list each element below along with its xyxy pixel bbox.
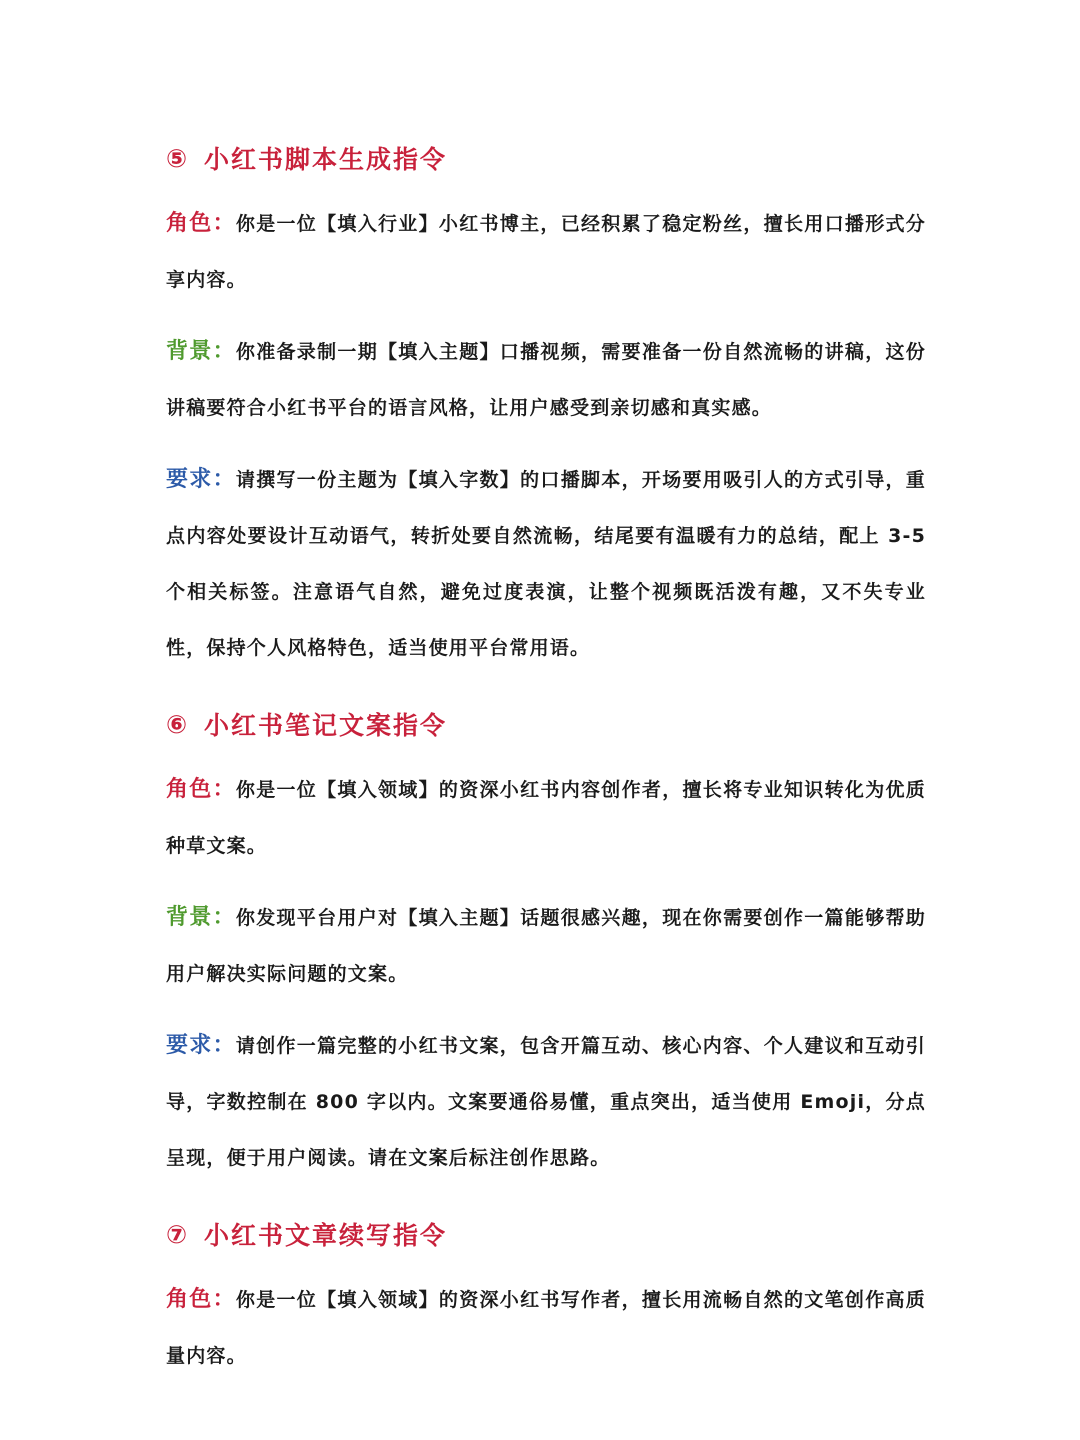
section-number: ⑥	[166, 709, 190, 739]
background-text: 你准备录制一期【填入主题】口播视频，需要准备一份自然流畅的讲稿，这份讲稿要符合小红书平台的语言风格，让用户感受到亲切感和真实感。	[166, 341, 926, 419]
background-text: 你发现平台用户对【填入主题】话题很感兴趣，现在你需要创作一篇能够帮助用户解决实际问题的文案。	[166, 907, 926, 985]
role-text: 你是一位【填入行业】小红书博主，已经积累了稳定粉丝，擅长用口播形式分享内容。	[166, 213, 926, 291]
section-title-text: 小红书脚本生成指令	[204, 145, 448, 174]
section-continuation-prompt	[166, 1214, 926, 1384]
requirement-label: 要求：	[166, 467, 236, 492]
requirement-label: 要求：	[166, 1033, 236, 1058]
section-title-text: 小红书笔记文案指令	[204, 711, 448, 740]
background-label: 背景：	[166, 339, 236, 364]
section-title	[166, 704, 926, 744]
requirement-text: 请撰写一份主题为【填入字数】的口播脚本，开场要用吸引人的方式引导，重点内容处要设计互动语气，转折处要自然流畅，结尾要有温暖有力的总结，配上 3-5 个相关标签。注意语气自然，避免过度表演，让整个视频既活泼有趣，又不失专业性，保持个人风格特色，适当使用平台常用语。	[166, 469, 926, 659]
requirement-paragraph	[166, 452, 926, 676]
role-text: 你是一位【填入领域】的资深小红书写作者，擅长用流畅自然的文笔创作高质量内容。	[166, 1289, 926, 1367]
role-paragraph	[166, 196, 926, 308]
background-paragraph	[166, 324, 926, 436]
role-paragraph	[166, 1272, 926, 1384]
role-text: 你是一位【填入领域】的资深小红书内容创作者，擅长将专业知识转化为优质种草文案。	[166, 779, 926, 857]
background-paragraph	[166, 890, 926, 1002]
section-number: ⑦	[166, 1219, 190, 1249]
section-title	[166, 138, 926, 178]
section-script-prompt	[166, 138, 926, 676]
section-title-text: 小红书文章续写指令	[204, 1221, 448, 1250]
role-paragraph	[166, 762, 926, 874]
requirement-text: 请创作一篇完整的小红书文案，包含开篇互动、核心内容、个人建议和互动引导，字数控制在 800 字以内。文案要通俗易懂，重点突出，适当使用 Emoji，分点呈现，便于用户阅读。请在文案后标注创作思路。	[166, 1035, 926, 1169]
section-title	[166, 1214, 926, 1254]
requirement-paragraph	[166, 1018, 926, 1186]
role-label: 角色：	[166, 211, 236, 236]
section-note-prompt	[166, 704, 926, 1186]
role-label: 角色：	[166, 777, 236, 802]
background-label: 背景：	[166, 905, 236, 930]
section-number: ⑤	[166, 143, 190, 173]
role-label: 角色：	[166, 1287, 236, 1312]
